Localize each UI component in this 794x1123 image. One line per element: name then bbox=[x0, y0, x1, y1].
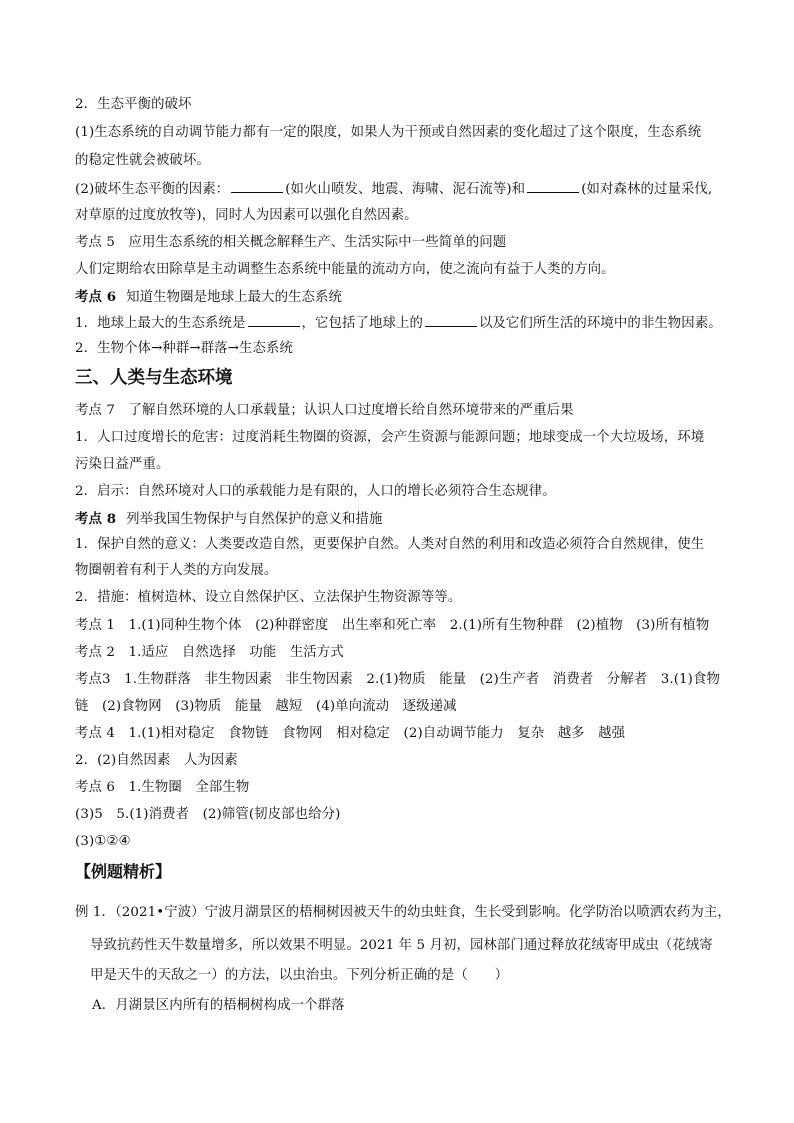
example1-line2: 导致抗药性天牛数量增多，所以效果不明显。2021 年 5 月初，园林部门通过释放花绒寄甲成虫（花绒寄 bbox=[90, 938, 713, 953]
example1-line1: 例 1．（2021•宁波）宁波月湖景区的梧桐树因被天牛的幼虫蛀食，生长受到影响。化学防治以喷洒农药为主， bbox=[75, 905, 731, 920]
example-heading: 【例题精析】 bbox=[75, 862, 172, 881]
kaodian7-line1: 1．人口过度增长的危害：过度消耗生物圈的资源，会产生资源与能源问题；地球变成一个大垃圾场，环境 bbox=[75, 430, 705, 445]
kaodian8-line1: 1．保护自然的意义：人类要改造自然，更要保护自然。人类对自然的利用和改造必须符合自然规律，使生 bbox=[75, 537, 705, 552]
section2-paragraph1-line1: (1)生态系统的自动调节能力都有一定的限度，如果人为干预或自然因素的变化超过了这个限度，生态系统 bbox=[75, 125, 702, 140]
answer-kaodian6-line1: 考点 6 1.生物圈 全部生物 bbox=[75, 780, 250, 795]
kaodian8-line2: 物圈朝着有利于人类的方向发展。 bbox=[75, 563, 278, 578]
answer-kaodian2: 考点 2 1.适应 自然选择 功能 生活方式 bbox=[75, 645, 344, 660]
text-segment: (如对森林的过量采伐, bbox=[581, 182, 713, 197]
kaodian-title-text: 列举我国生物保护与自然保护的意义和措施 bbox=[126, 512, 383, 527]
answer-kaodian3-line2: 链 (2)食物网 (3)物质 能量 越短 (4)单向流动 逐级递减 bbox=[75, 699, 457, 714]
section2-paragraph2-line2: 对草原的过度放牧等)，同时人为因素可以强化自然因素。 bbox=[75, 208, 418, 223]
kaodian7-line3: 2．启示：自然环境对人口的承载能力是有限的，人口的增长必须符合生态规律。 bbox=[75, 484, 556, 499]
answer-kaodian6-line3: (3)①②④ bbox=[75, 834, 131, 849]
kaodian6-title bbox=[75, 288, 342, 307]
section3-heading: 三、人类与生态环境 bbox=[75, 368, 233, 388]
kaodian8-line3: 2．措施：植树造林、设立自然保护区、立法保护生物资源等等。 bbox=[75, 590, 462, 605]
text-segment: ，它包括了地球上的 bbox=[301, 316, 423, 331]
answer-kaodian1: 考点 1 1.(1)同种生物个体 (2)种群密度 出生率和死亡率 2.(1)所有生物种群 (2)植物 (3)所有植物 bbox=[75, 618, 710, 633]
kaodian-title-text: 知道生物圈是地球上最大的生态系统 bbox=[126, 290, 343, 305]
fill-blank bbox=[231, 180, 283, 193]
fill-blank bbox=[527, 180, 579, 193]
section2-paragraph2-line1 bbox=[75, 180, 712, 199]
section2-paragraph1-line2: 的稳定性就会被破坏。 bbox=[75, 153, 210, 168]
answer-kaodian3-line1: 考点3 1.生物群落 非生物因素 非生物因素 2.(1)物质 能量 (2)生产者 消费者 分解者 3.(1)食物 bbox=[75, 672, 720, 687]
kaodian-label: 考点 6 bbox=[75, 289, 117, 305]
fill-blank bbox=[248, 314, 300, 327]
example1-line3: 甲是天牛的天敌之一）的方法，以虫治虫。下列分析正确的是（ ） bbox=[90, 968, 509, 983]
text-segment: 以及它们所生活的环境中的非生物因素。 bbox=[478, 316, 722, 331]
section2-heading: 2．生态平衡的破坏 bbox=[75, 97, 192, 112]
kaodian5-text: 人们定期给农田除草是主动调整生态系统中能量的流动方向，使之流向有益于人类的方向。 bbox=[75, 262, 615, 277]
text-segment: (2)破坏生态平衡的因素： bbox=[75, 182, 230, 197]
kaodian-label: 考点 8 bbox=[75, 511, 117, 527]
answer-kaodian4-line1: 考点 4 1.(1)相对稳定 食物链 食物网 相对稳定 (2)自动调节能力 复杂 越多 越强 bbox=[75, 726, 626, 741]
kaodian7-line2: 污染日益严重。 bbox=[75, 457, 170, 472]
example1-option-a[interactable]: A．月湖景区内所有的梧桐树构成一个群落 bbox=[92, 998, 345, 1013]
answer-kaodian4-line2: 2．(2)自然因素 人为因素 bbox=[75, 753, 238, 768]
kaodian7-title: 考点 7 了解自然环境的人口承载量；认识人口过度增长给自然环境带来的严重后果 bbox=[75, 403, 574, 418]
kaodian5-title: 考点 5 应用生态系统的相关概念解释生产、生活实际中一些简单的问题 bbox=[75, 235, 507, 250]
text-segment: 1．地球上最大的生态系统是 bbox=[75, 316, 246, 331]
kaodian6-line2: 2．生物个体→种群→群落→生态系统 bbox=[75, 341, 293, 356]
answer-kaodian6-line2: (3)5 5.(1)消费者 (2)筛管(韧皮部也给分) bbox=[75, 807, 341, 822]
kaodian6-line1 bbox=[75, 314, 722, 333]
kaodian8-title bbox=[75, 510, 383, 529]
text-segment: (如火山喷发、地震、海啸、泥石流等)和 bbox=[285, 182, 526, 197]
fill-blank bbox=[425, 314, 477, 327]
